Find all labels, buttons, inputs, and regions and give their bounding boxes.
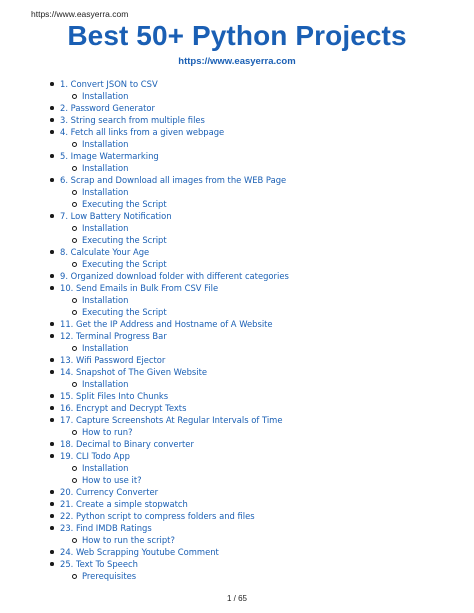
toc-item [48,522,289,534]
toc-item [48,78,289,90]
toc-link[interactable]: 2. Password Generator [60,103,155,113]
toc-link[interactable]: 12. Terminal Progress Bar [60,331,167,341]
toc-link[interactable]: 8. Calculate Your Age [60,247,150,257]
table-of-contents [48,78,289,582]
toc-item [48,174,289,186]
page-header-url: https://www.easyerra.com [31,9,129,19]
toc-subitem [48,222,289,234]
toc-item [48,270,289,282]
toc-item [48,366,289,378]
toc-item [48,546,289,558]
toc-item [48,486,289,498]
toc-item [48,438,289,450]
toc-subitem [48,198,289,210]
toc-item [48,246,289,258]
toc-subitem [48,234,289,246]
toc-sublink[interactable]: How to run? [82,427,133,437]
document-subtitle-link[interactable]: https://www.easyerra.com [178,56,296,67]
toc-item [48,102,289,114]
toc-link[interactable]: 11. Get the IP Address and Hostname of A Website [60,319,273,329]
toc-subitem [48,462,289,474]
toc-link[interactable]: 9. Organized download folder with different categories [60,271,289,281]
toc-link[interactable]: 6. Scrap and Download all images from the WEB Page [60,175,287,185]
toc-sublink[interactable]: Executing the Script [82,199,167,209]
toc-sublink[interactable]: Installation [82,163,129,173]
toc-item [48,330,289,342]
toc-item [48,150,289,162]
toc-item [48,354,289,366]
toc-item [48,282,289,294]
toc-subitem [48,426,289,438]
toc-item [48,210,289,222]
toc-link[interactable]: 3. String search from multiple files [60,115,205,125]
toc-link[interactable]: 15. Split Files Into Chunks [60,391,169,401]
toc-link[interactable]: 19. CLI Todo App [60,451,130,461]
document-title: Best 50+ Python Projects [67,20,407,51]
toc-sublink[interactable]: Installation [82,187,129,197]
toc-sublink[interactable]: Installation [82,463,129,473]
toc-subitem [48,186,289,198]
toc-subitem [48,474,289,486]
toc-item [48,510,289,522]
toc-item [48,126,289,138]
toc-subitem [48,342,289,354]
toc-link[interactable]: 16. Encrypt and Decrypt Texts [60,403,187,413]
toc-sublink[interactable]: How to run the script? [82,535,175,545]
toc-link[interactable]: 10. Send Emails in Bulk From CSV File [60,283,219,293]
toc-link[interactable]: 23. Find IMDB Ratings [60,523,152,533]
toc-subitem [48,90,289,102]
toc-link[interactable]: 18. Decimal to Binary converter [60,439,194,449]
toc-subitem [48,258,289,270]
toc-link[interactable]: 24. Web Scrapping Youtube Comment [60,547,219,557]
toc-sublink[interactable]: Installation [82,91,129,101]
toc-sublink[interactable]: Executing the Script [82,235,167,245]
toc-item [48,450,289,462]
page-number: 1 / 65 [226,594,247,603]
toc-sublink[interactable]: Installation [82,295,129,305]
toc-item [48,114,289,126]
toc-subitem [48,294,289,306]
toc-sublink[interactable]: Executing the Script [82,259,167,269]
toc-sublink[interactable]: Executing the Script [82,307,167,317]
toc-subitem [48,378,289,390]
toc-link[interactable]: 25. Text To Speech [60,559,138,569]
toc-subitem [48,570,289,582]
toc-link[interactable]: 1. Convert JSON to CSV [60,79,158,89]
toc-link[interactable]: 14. Snapshot of The Given Website [60,367,208,377]
toc-sublink[interactable]: Installation [82,343,129,353]
toc-item [48,318,289,330]
toc-link[interactable]: 20. Currency Converter [60,487,159,497]
toc-link[interactable]: 17. Capture Screenshots At Regular Intervals of Time [60,415,283,425]
toc-subitem [48,306,289,318]
toc-link[interactable]: 13. Wifi Password Ejector [60,355,166,365]
toc-link[interactable]: 4. Fetch all links from a given webpage [60,127,225,137]
toc-sublink[interactable]: Installation [82,223,129,233]
toc-sublink[interactable]: How to use it? [82,475,142,485]
toc-item [48,390,289,402]
toc-item [48,414,289,426]
toc-item [48,402,289,414]
toc-link[interactable]: 22. Python script to compress folders and files [60,511,255,521]
toc-link[interactable]: 21. Create a simple stopwatch [60,499,188,509]
toc-sublink[interactable]: Installation [82,139,129,149]
toc-subitem [48,162,289,174]
toc-sublink[interactable]: Prerequisites [82,571,137,581]
toc-item [48,558,289,570]
toc-link[interactable]: 5. Image Watermarking [60,151,159,161]
toc-item [48,498,289,510]
toc-sublink[interactable]: Installation [82,379,129,389]
toc-subitem [48,534,289,546]
toc-link[interactable]: 7. Low Battery Notification [60,211,172,221]
toc-subitem [48,138,289,150]
